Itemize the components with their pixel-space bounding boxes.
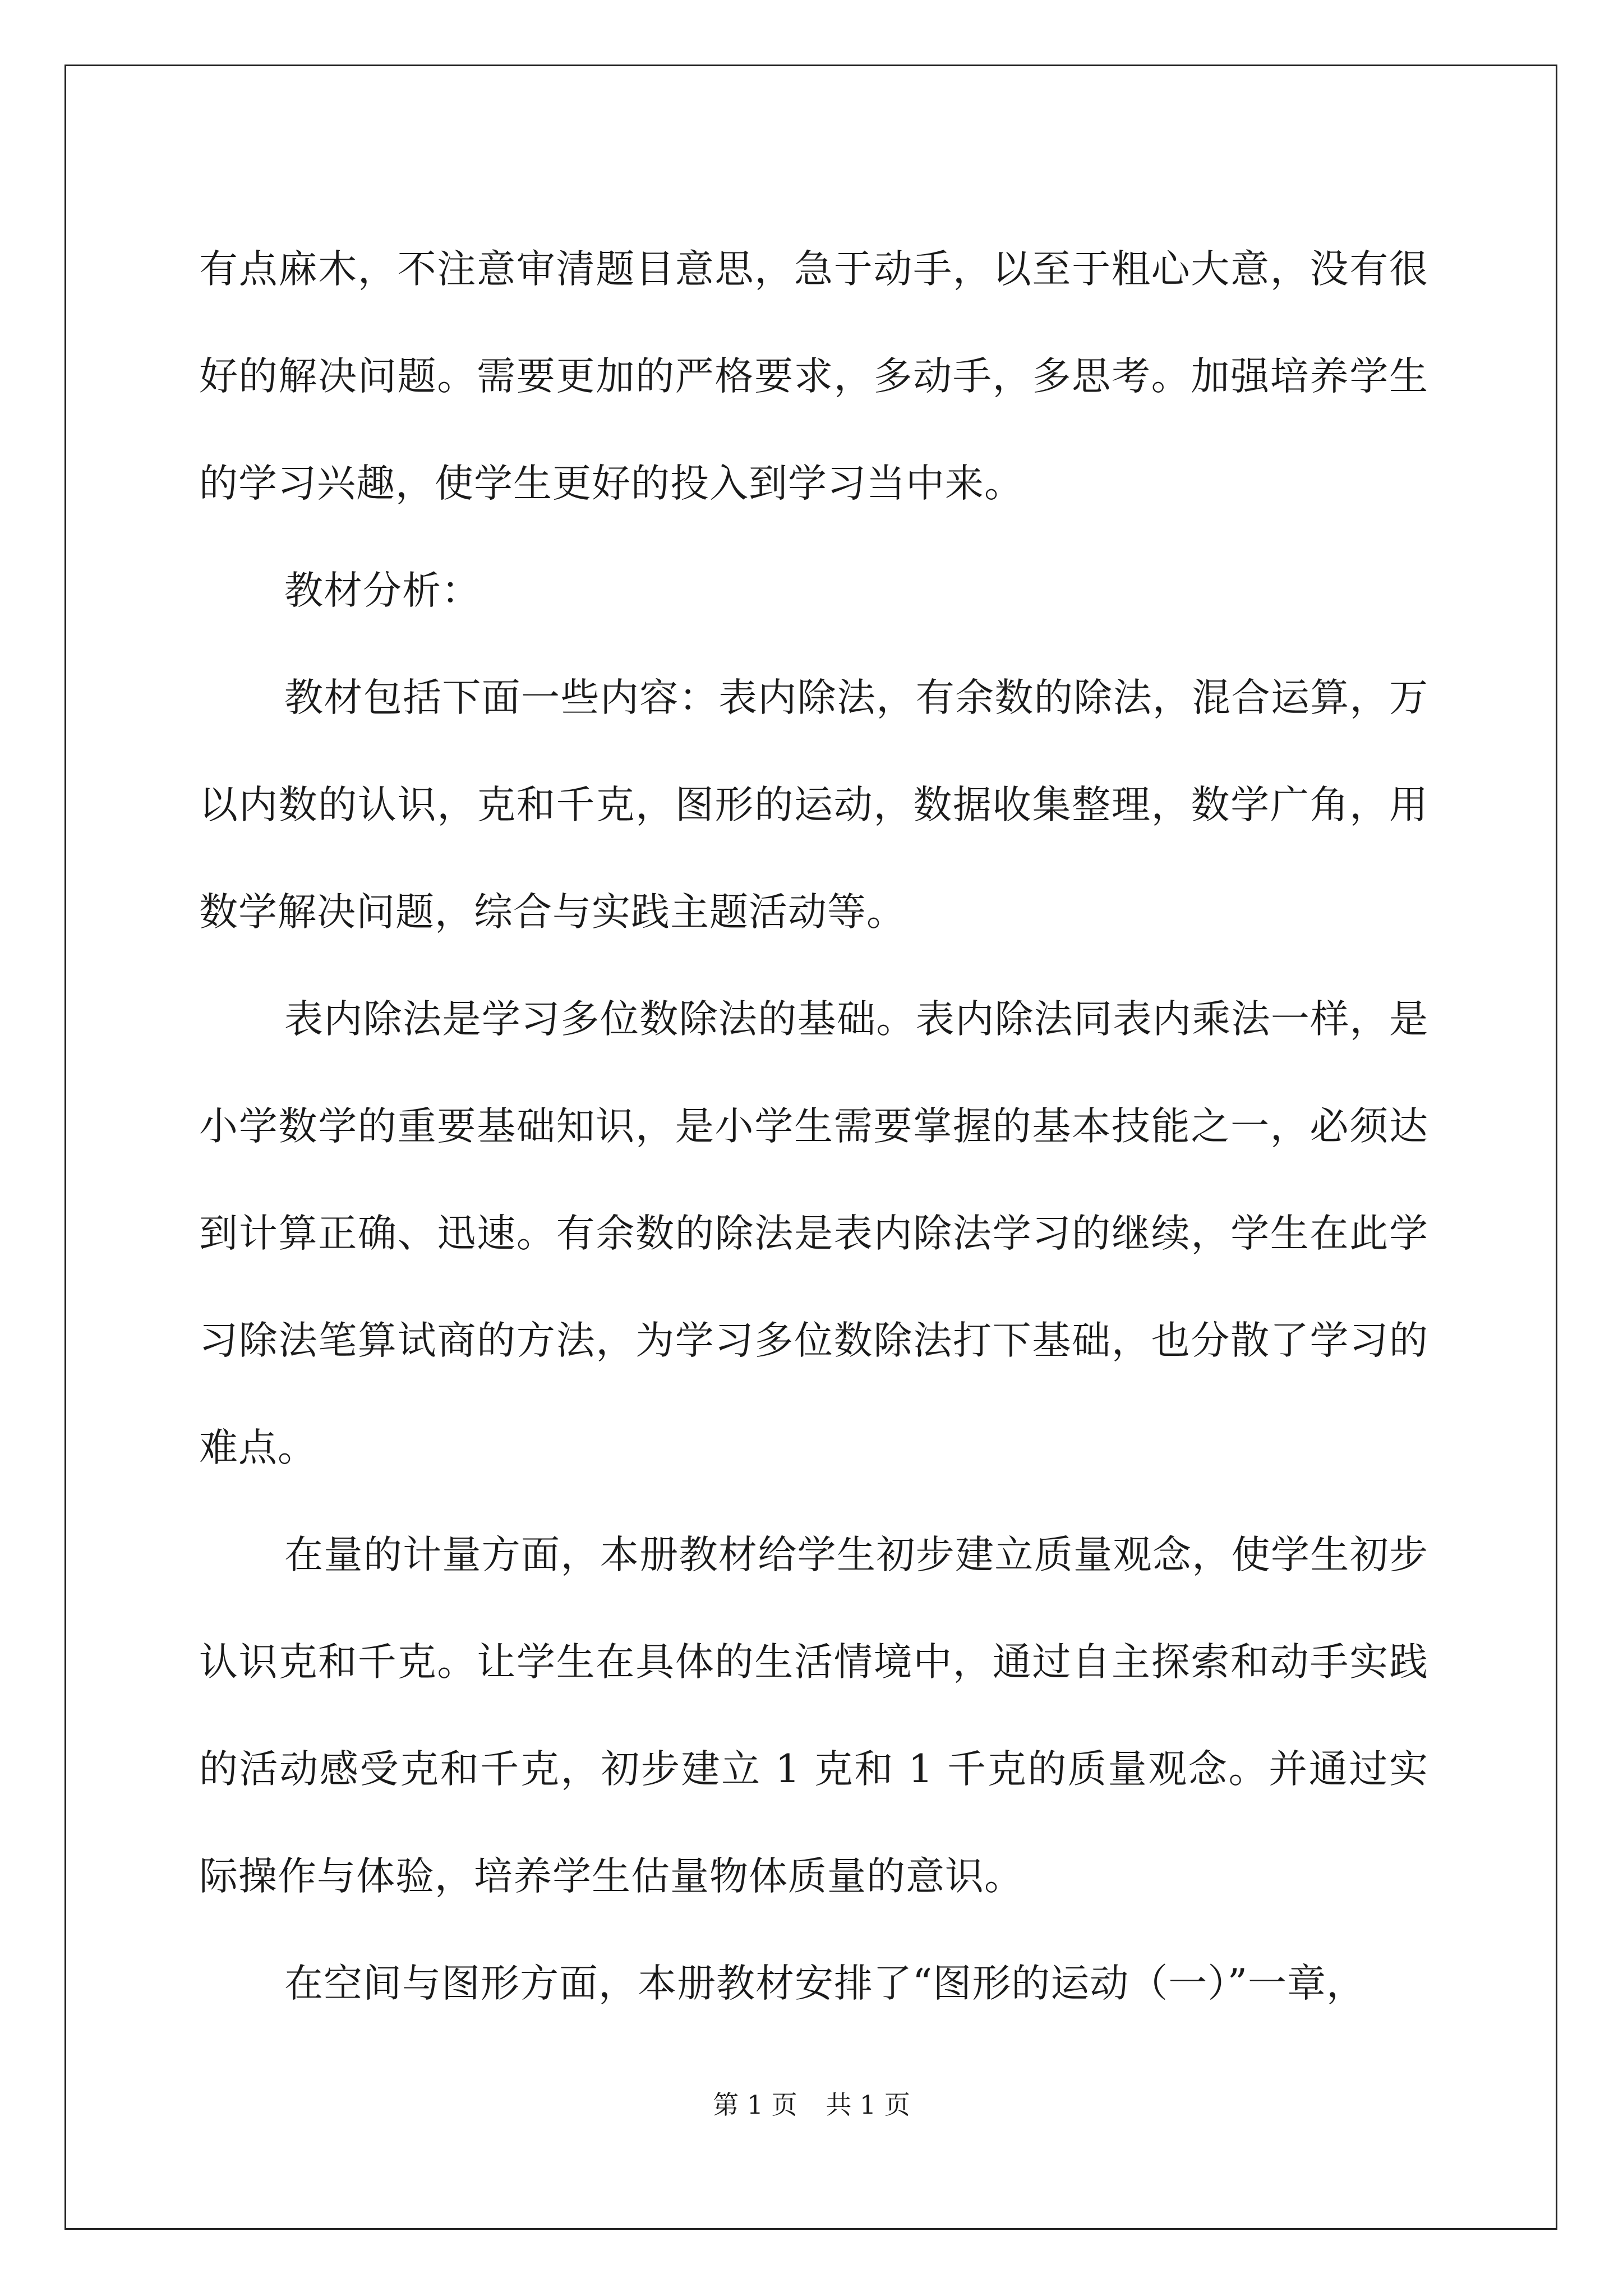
paragraph-6: 在空间与图形方面，本册教材安排了“图形的运动（一）”一章， — [284, 1961, 1366, 2006]
page-number: 第 1 页 — [713, 2090, 797, 2120]
document-body — [199, 216, 1428, 2037]
page-total: 共 1 页 — [826, 2090, 910, 2120]
paragraph-4: 表内除法是学习多位数除法的基础。表内除法同表内乘法一样，是小学数学的重要基础知识，是小学生需要掌握的基本技能之一，必须达到计算正确、迅速。有余数的除法是表内除法学习的继续，学生在此学习除法笔算试商的方法，为学习多位数除法打下基础，也分散了学习的难点。 — [199, 997, 1428, 1470]
paragraph-3: 教材包括下面一些内容：表内除法，有余数的除法，混合运算，万以内数的认识，克和千克，图形的运动，数据收集整理，数学广角，用数学解决问题，综合与实践主题活动等。 — [199, 675, 1428, 935]
page-footer — [0, 2088, 1623, 2122]
paragraph-1: 有点麻木，不注意审清题目意思，急于动手，以至于粗心大意，没有很好的解决问题。需要更加的严格要求，多动手，多思考。加强培养学生的学习兴趣，使学生更好的投入到学习当中来。 — [199, 247, 1428, 506]
paragraph-2-heading: 教材分析： — [284, 568, 481, 613]
paragraph-5: 在量的计量方面，本册教材给学生初步建立质量观念，使学生初步认识克和千克。让学生在具体的生活情境中，通过自主探索和动手实践的活动感受克和千克，初步建立 1 克和 1 千克的质量观念。并通过实际操作与体验，培养学生估量物体质量的意识。 — [199, 1533, 1428, 1899]
